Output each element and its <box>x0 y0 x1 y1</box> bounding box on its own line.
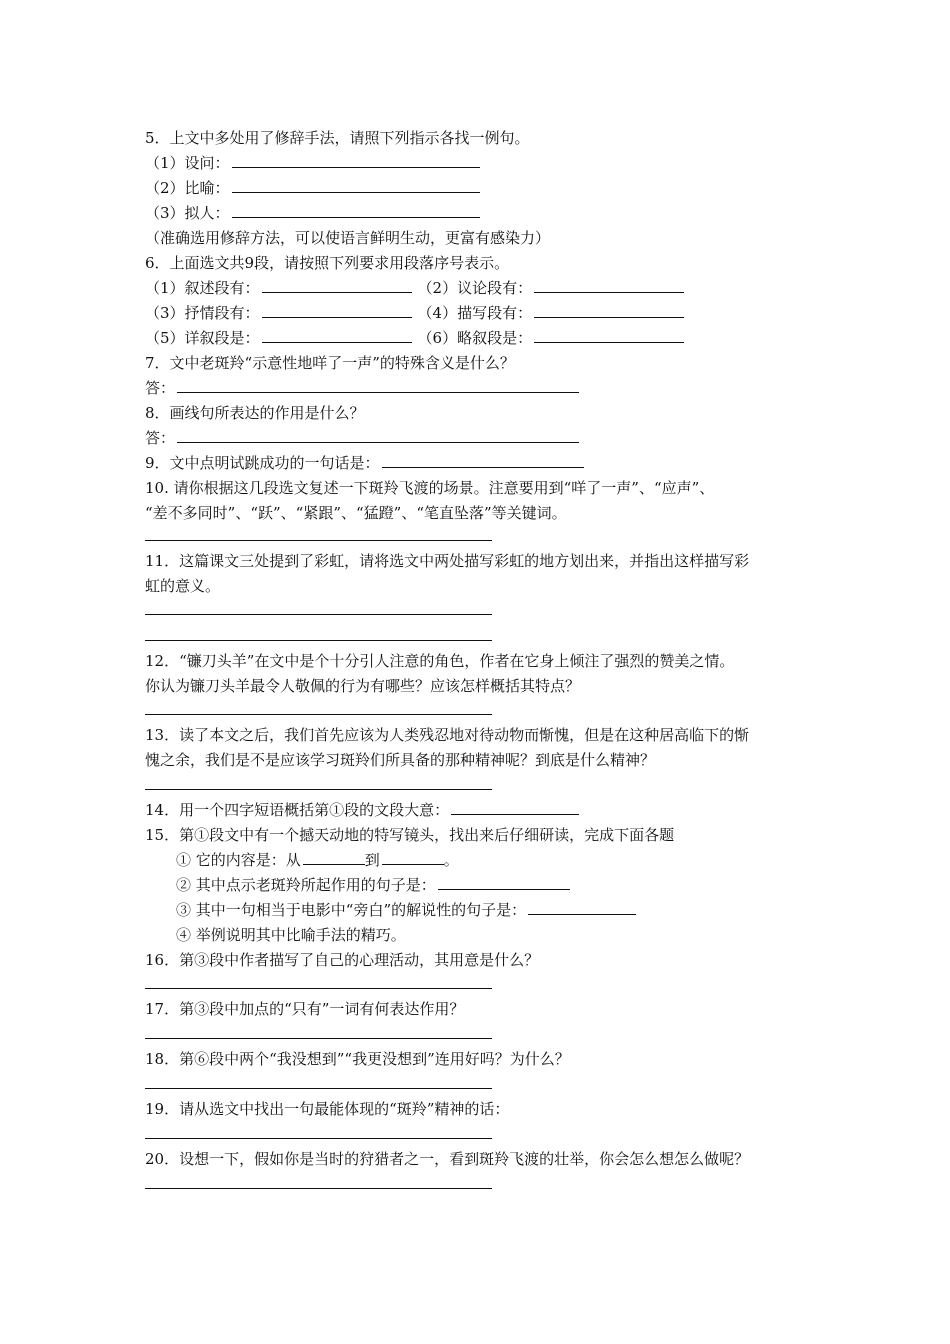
q16-stem: 16．第③段中作者描写了自己的心理活动，其用意是什么？ <box>145 951 540 969</box>
q7-stem: 7．文中老斑羚“示意性地咩了一声”的特殊含义是什么？ <box>145 354 515 372</box>
answer-line[interactable] <box>145 1088 492 1089</box>
q12-line-1: 12．“镰刀头羊”在文中是个十分引人注意的角色，作者在它身上倾注了强烈的赞美之情。 <box>145 652 735 670</box>
q13-line-1: 13．读了本文之后，我们首先应该为人类残忍地对待动物而惭愧，但是在这种居高临下的惭 <box>145 726 750 744</box>
q11-line-1: 11．这篇课文三处提到了彩虹，请将选文中两处描写彩虹的地方划出来，并指出这样描写彩 <box>145 552 750 570</box>
q5-item-1: （1）设问： <box>145 151 480 175</box>
q10-line-2: “差不多同时”、“跃”、“紧跟”、“猛蹬”、“笔直坠落”等关键词。 <box>145 504 567 522</box>
q6-row-1: （1）叙述段有： （2）议论段有： <box>145 276 684 300</box>
q18-stem: 18．第⑥段中两个“我没想到”“我更没想到”连用好吗？为什么？ <box>145 1050 570 1068</box>
q9-stem: 9．文中点明试跳成功的一句话是： <box>145 451 584 475</box>
q15-sub-3: ③ 其中一句相当于电影中“旁白”的解说性的句子是： <box>176 898 636 922</box>
answer-blank[interactable] <box>262 276 412 293</box>
answer-blank[interactable] <box>232 176 480 193</box>
q6-stem: 6．上面选文共9段，请按照下列要求用段落序号表示。 <box>145 254 510 272</box>
answer-line[interactable] <box>145 988 492 989</box>
q5-note: （准确选用修辞方法，可以使语言鲜明生动，更富有感染力） <box>145 229 551 247</box>
answer-blank[interactable] <box>528 898 636 915</box>
answer-blank[interactable] <box>262 326 412 343</box>
answer-line[interactable] <box>145 789 492 790</box>
answer-blank[interactable] <box>177 426 579 443</box>
answer-line[interactable] <box>145 540 492 541</box>
q8-answer: 答： <box>145 426 579 450</box>
q13-line-2: 愧之余，我们是不是应该学习斑羚们所具备的那种精神呢？到底是什么精神？ <box>145 751 656 769</box>
answer-line[interactable] <box>145 1188 492 1189</box>
q5-item-3: （3）拟人： <box>145 201 480 225</box>
q8-stem: 8．画线句所表达的作用是什么？ <box>145 404 365 422</box>
answer-blank[interactable] <box>382 848 444 865</box>
q7-answer: 答： <box>145 376 579 400</box>
q14-stem: 14．用一个四字短语概括第①段的文段大意： <box>145 798 579 822</box>
q6-row-3: （5）详叙段是： （6）略叙段是： <box>145 326 684 350</box>
answer-blank[interactable] <box>177 376 579 393</box>
answer-blank[interactable] <box>438 873 570 890</box>
q17-stem: 17．第③段中加点的“只有”一词有何表达作用？ <box>145 1000 465 1018</box>
answer-blank[interactable] <box>534 276 684 293</box>
answer-blank[interactable] <box>451 798 579 815</box>
answer-blank[interactable] <box>303 848 365 865</box>
q15-sub-1: ① 它的内容是：从 到 。 <box>176 848 459 872</box>
q15-sub-4: ④ 举例说明其中比喻手法的精巧。 <box>176 926 406 944</box>
answer-line[interactable] <box>145 640 492 641</box>
answer-blank[interactable] <box>262 301 412 318</box>
answer-blank[interactable] <box>534 301 684 318</box>
q10-line-1: 10. 请你根据这几段选文复述一下斑羚飞渡的场景。注意要用到“咩了一声”、“应声”、 <box>145 479 715 497</box>
answer-line[interactable] <box>145 614 492 615</box>
q19-stem: 19．请从选文中找出一句最能体现的“斑羚”精神的话： <box>145 1100 510 1118</box>
q20-stem: 20．设想一下，假如你是当时的狩猎者之一，看到斑羚飞渡的壮举，你会怎么想怎么做呢？ <box>145 1150 750 1168</box>
q5-stem: 5．上文中多处用了修辞手法，请照下列指示各找一例句。 <box>145 129 530 147</box>
answer-blank[interactable] <box>232 151 480 168</box>
q6-row-2: （3）抒情段有： （4）描写段有： <box>145 301 684 325</box>
answer-line[interactable] <box>145 1138 492 1139</box>
answer-line[interactable] <box>145 714 492 715</box>
q15-stem: 15．第①段文中有一个撼天动地的特写镜头，找出来后仔细研读，完成下面各题 <box>145 826 675 844</box>
answer-line[interactable] <box>145 1038 492 1039</box>
q12-line-2: 你认为镰刀头羊最令人敬佩的行为有哪些？应该怎样概括其特点？ <box>145 677 581 695</box>
answer-blank[interactable] <box>232 201 480 218</box>
answer-blank[interactable] <box>382 451 584 468</box>
q11-line-2: 虹的意义。 <box>145 577 221 595</box>
q15-sub-2: ② 其中点示老斑羚所起作用的句子是： <box>176 873 570 897</box>
answer-blank[interactable] <box>534 326 684 343</box>
q5-item-2: （2）比喻： <box>145 176 480 200</box>
